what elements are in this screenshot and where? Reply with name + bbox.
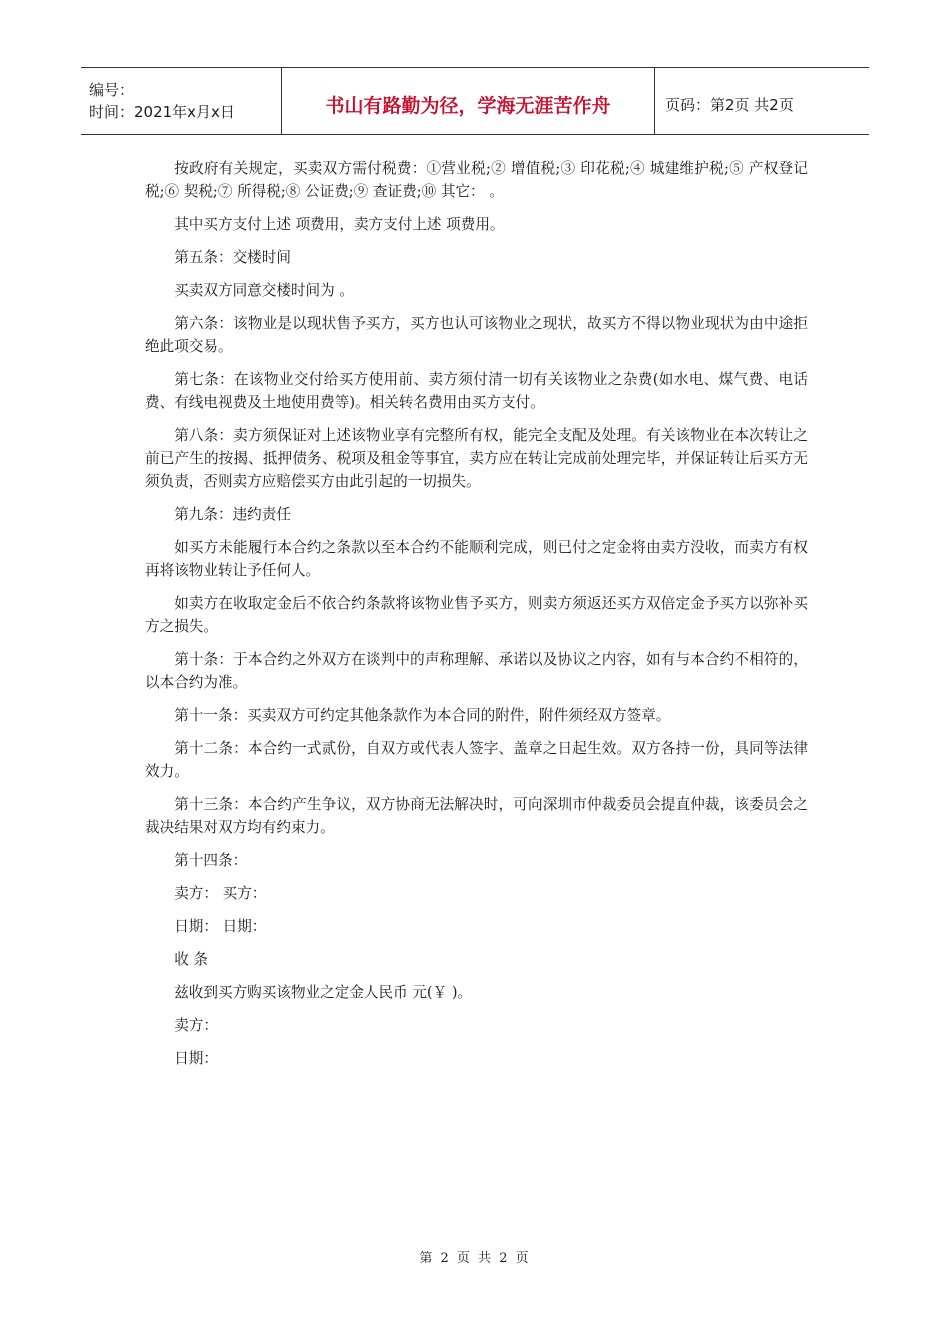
paragraph: 其中买方支付上述 项费用，卖方支付上述 项费用。 — [174, 216, 505, 233]
paragraph: 如买方未能履行本合约之条款以至本合约不能顺利完成，则已付之定金将由卖方没收，而卖方有权再将该物业转让予任何人。 — [145, 539, 808, 579]
paragraph: 第十条：于本合约之外双方在谈判中的声称理解、承诺以及协议之内容，如有与本合约不相符的，以本合约为准。 — [145, 651, 808, 691]
paragraph: 按政府有关规定，买卖双方需付税费：①营业税;② 增值税;③ 印花税;④ 城建维护税;⑤ 产权登记税;⑥ 契税;⑦ 所得税;⑧ 公证费;⑨ 查证费;⑩ 其它： 。 — [145, 160, 808, 200]
header-motto: 书山有路勤为径，学海无涯苦作舟 — [325, 94, 611, 117]
document-body — [145, 157, 808, 1080]
receipt-text: 兹收到买方购买该物业之定金人民币 元(￥ )。 — [174, 984, 473, 1001]
header-meta-cell — [81, 68, 282, 134]
date-line: 时间：2021年x月x日 — [89, 103, 235, 121]
paragraph: 第六条：该物业是以现状售予买方，买方也认可该物业之现状，故买方不得以物业现状为由中途拒绝此项交易。 — [145, 315, 808, 355]
receipt-date-line: 日期： — [174, 1050, 218, 1067]
paragraph: 第十一条：买卖双方可约定其他条款作为本合同的附件，附件须经双方签章。 — [174, 707, 671, 724]
serial-number-label: 编号： — [89, 81, 135, 99]
page-header — [81, 67, 869, 135]
section-heading: 第九条：违约责任 — [174, 506, 291, 523]
paragraph: 第十三条：本合约产生争议，双方协商无法解决时，可向深圳市仲裁委员会提直仲裁，该委员会之裁决结果对双方均有约束力。 — [145, 796, 808, 836]
receipt-seller-line: 卖方： — [174, 1017, 218, 1034]
paragraph: 买卖双方同意交楼时间为 。 — [174, 282, 354, 299]
paragraph: 第十二条：本合约一式贰份，自双方或代表人签字、盖章之日起生效。双方各持一份，具同等法律效力。 — [145, 740, 808, 780]
page-footer: 第 2 页 共 2 页 — [419, 1251, 531, 1266]
section-heading: 第五条：交楼时间 — [174, 249, 291, 266]
header-page-cell — [655, 68, 869, 134]
paragraph: 第八条：卖方须保证对上述该物业享有完整所有权，能完全支配及处理。有关该物业在本次转让之前已产生的按揭、抵押债务、税项及租金等事宜，卖方应在转让完成前处理完毕，并保证转让后买方无须负责，否则卖方应赔偿买方由此引起的一切损失。 — [145, 427, 808, 490]
signature-parties-line: 卖方： 买方： — [174, 885, 267, 902]
paragraph: 第七条：在该物业交付给买方使用前、卖方须付清一切有关该物业之杂费(如水电、煤气费、电话费、有线电视费及土地使用费等)。相关转名费用由买方支付。 — [145, 371, 808, 411]
section-heading: 第十四条： — [174, 852, 248, 869]
paragraph: 如卖方在收取定金后不依合约条款将该物业售予买方，则卖方须返还买方双倍定金予买方以弥补买方之损失。 — [145, 595, 808, 635]
header-page-info: 页码：第2页 共2页 — [665, 95, 794, 114]
header-motto-cell — [282, 68, 655, 134]
signature-date-line: 日期： 日期： — [174, 918, 267, 935]
receipt-title: 收 条 — [174, 951, 209, 968]
